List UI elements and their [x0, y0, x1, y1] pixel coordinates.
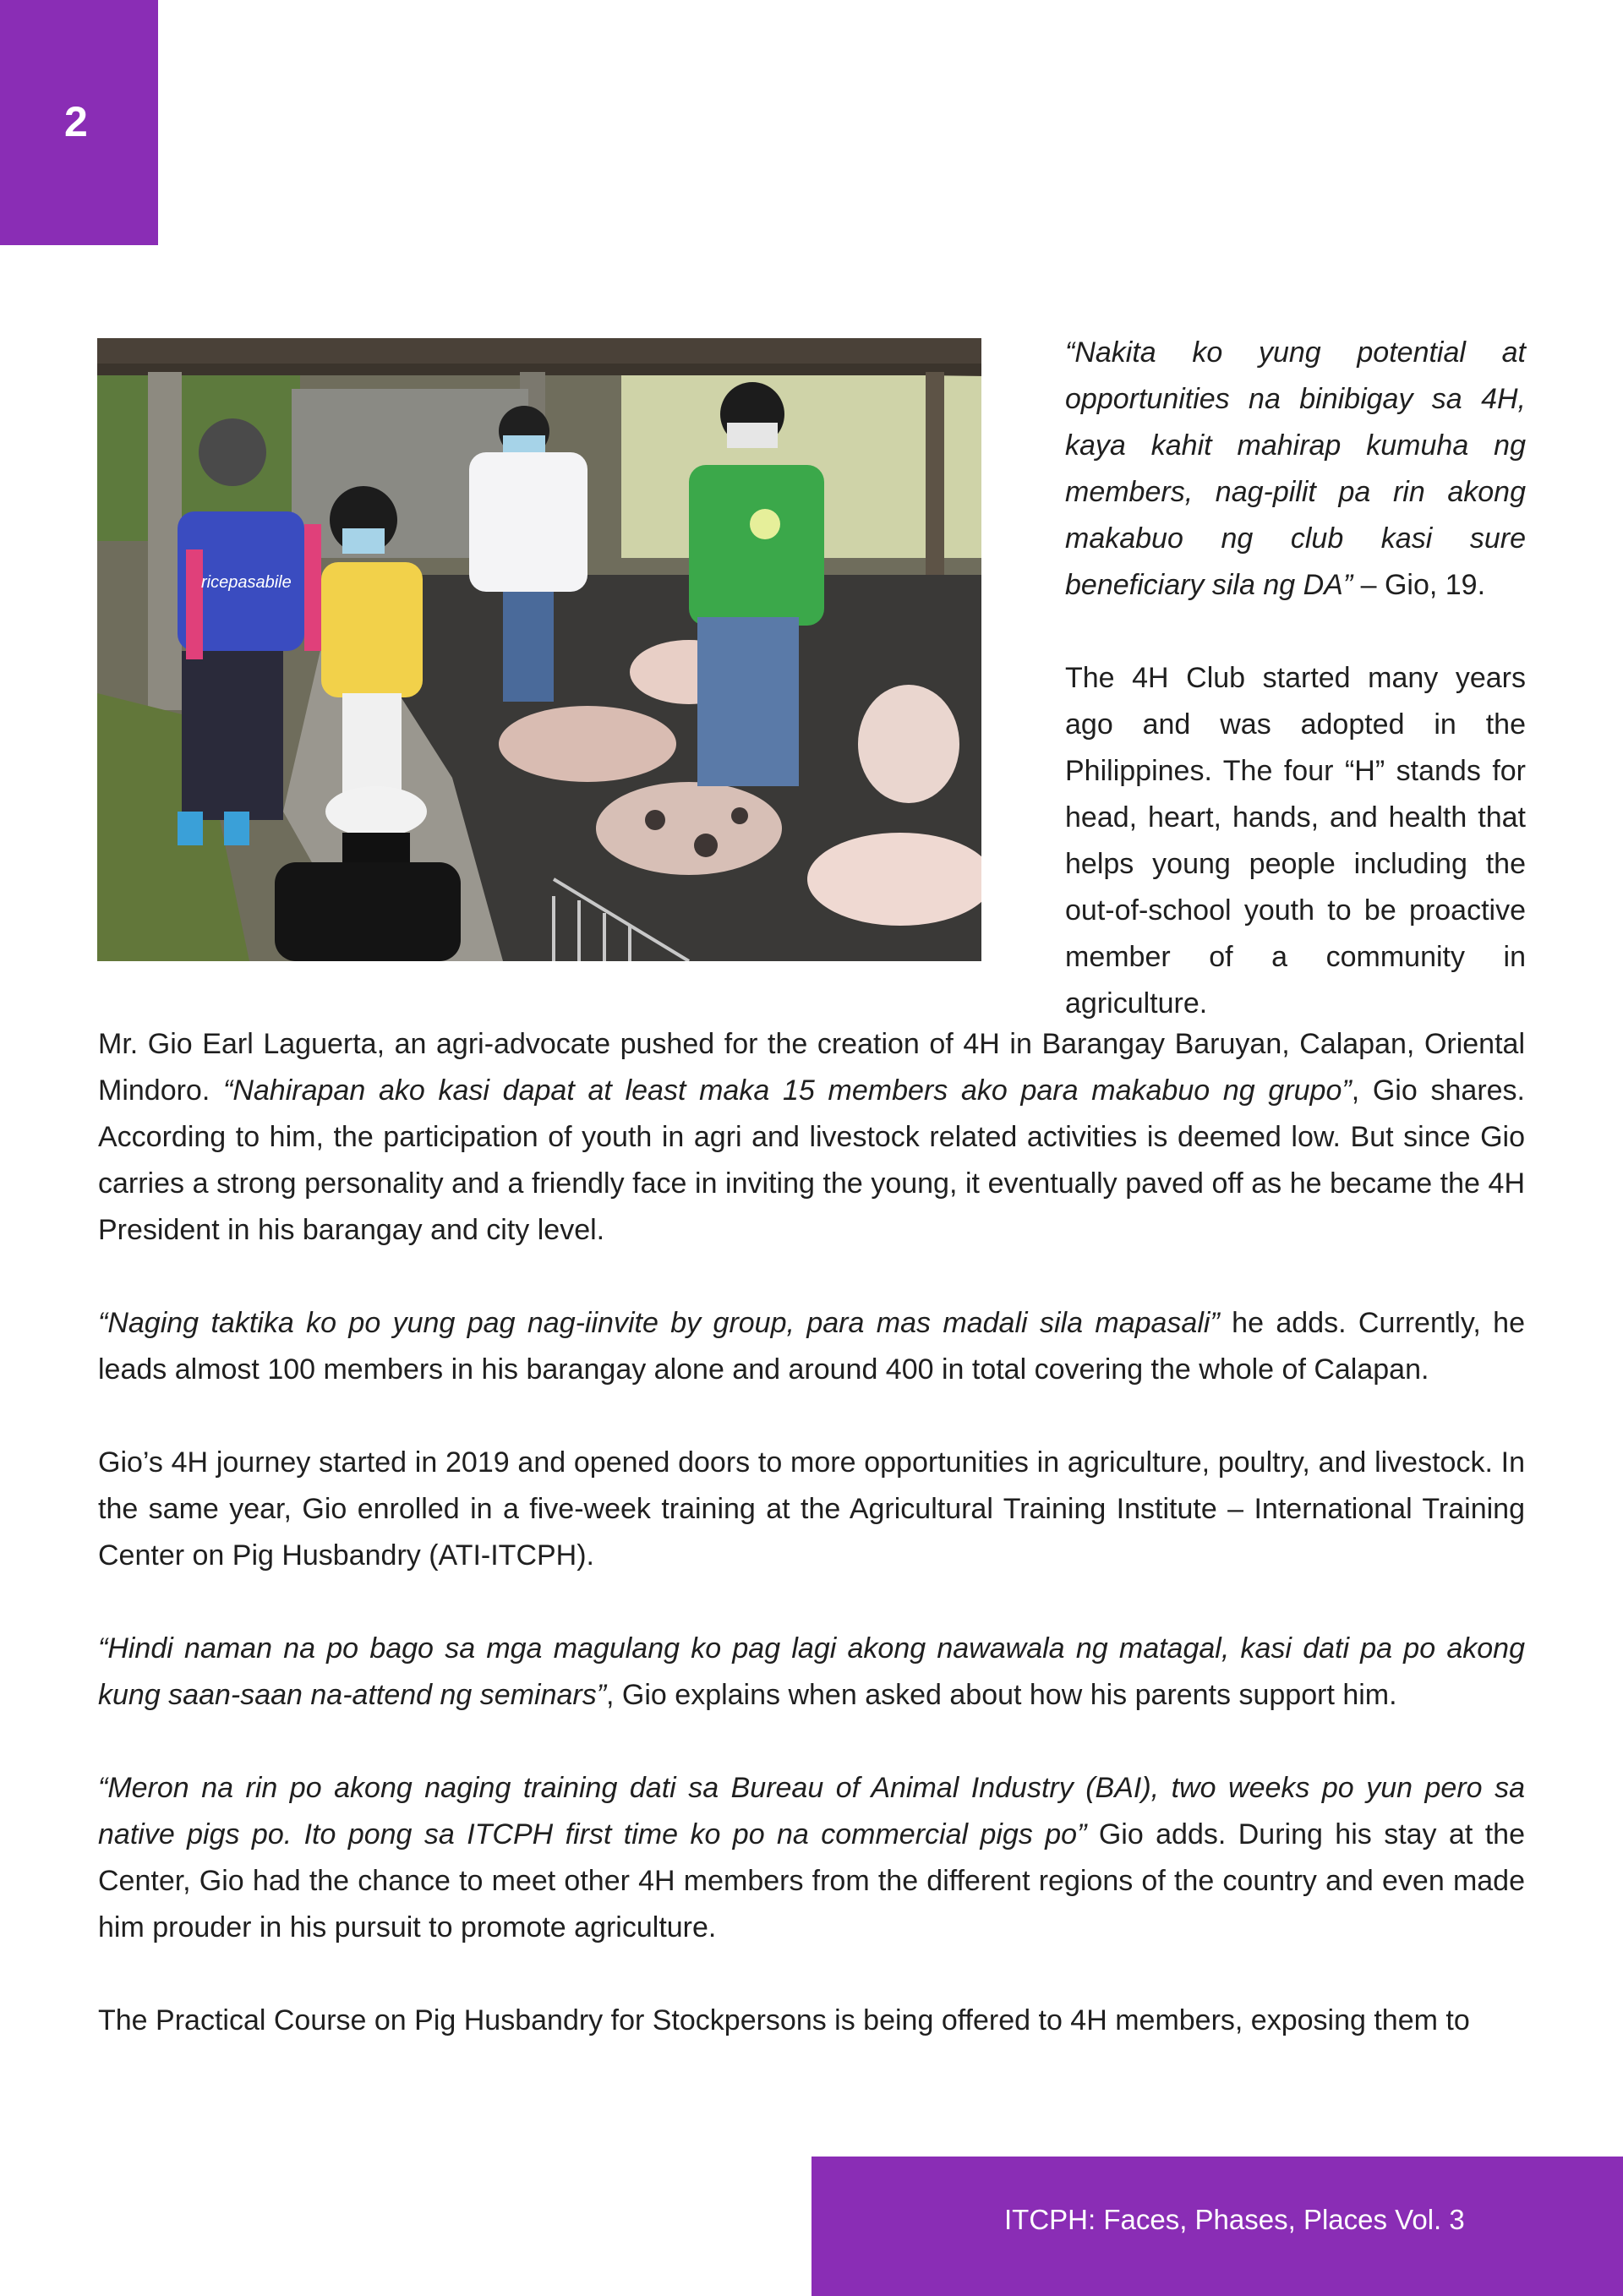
body-paragraph-5	[98, 1765, 1525, 1951]
body-text-span: Gio adds. During his stay at the Center, Gio had the chance to meet other 4H members from the different regions of the country and even made him prouder in his pursuit to promote agriculture.	[98, 1818, 1525, 1943]
body-text-span: he adds. Currently, he leads almost 100 members in his barangay alone and around 400 in total covering the whole of Calapan.	[98, 1307, 1525, 1386]
page-number-tab	[0, 0, 158, 245]
shirt-text: ricepasabile	[201, 573, 292, 592]
body-paragraph-4	[98, 1626, 1525, 1719]
body-quote: “Meron na rin po akong naging training dati sa Bureau of Animal Industry (BAI), two weeks po yun pero sa native pigs po. Ito pong sa ITCPH first time ko po na commercial pigs po”	[98, 1772, 1525, 1850]
body-paragraph-1	[98, 1021, 1525, 1254]
footer-bar	[812, 2157, 1623, 2296]
body-text-span: Mr. Gio Earl Laguerta, an agri-advocate pushed for the creation of 4H in Barangay Baruyan, Calapan, Oriental Mindoro.	[98, 1028, 1525, 1107]
body-paragraph-3: Gio’s 4H journey started in 2019 and opened doors to more opportunities in agriculture, poultry, and livestock. In the same year, Gio enrolled in a five-week training at the Agricultural Training Institute – International Training Center on Pig Husbandry (ATI-ITCPH).	[98, 1446, 1525, 1572]
body-quote: “Hindi naman na po bago sa mga magulang ko pag lagi akong nawawala ng matagal, kasi dati pa po akong kung saan-saan na-attend ng seminars”	[98, 1632, 1525, 1711]
article-body	[98, 1021, 1525, 2091]
side-quote: “Nakita ko yung potential at opportunities na binibigay sa 4H, kaya kahit mahirap kumuha ng members, nag-pilit pa rin akong makabuo ng club kasi sure beneficiary sila ng DA”	[1065, 336, 1526, 601]
body-quote: “Naging taktika ko po yung pag nag-iinvite by group, para mas madali sila mapasali”	[98, 1307, 1220, 1339]
page-number: 2	[64, 98, 88, 145]
side-paragraph: The 4H Club started many years ago and was adopted in the Philippines. The four “H” stands for head, heart, hands, and health that helps young people including the out-of-school youth to be proactive member of a community in agriculture.	[1065, 662, 1526, 1020]
body-text-span: , Gio explains when asked about how his parents support him.	[606, 1679, 1397, 1711]
side-quote-attribution: – Gio, 19.	[1352, 569, 1486, 601]
body-paragraph-6: The Practical Course on Pig Husbandry for Stockpersons is being offered to 4H members, exposing them to	[98, 2004, 1470, 2036]
body-quote: “Nahirapan ako kasi dapat at least maka 15 members ako para makabuo ng grupo”	[223, 1074, 1352, 1107]
photo-illustration	[97, 338, 981, 961]
body-text-span: , Gio shares. According to him, the participation of youth in agri and livestock related activities is deemed low. But since Gio carries a strong personality and a friendly face in inviting the young, it eventually paved off as he became the 4H President in his barangay and city level.	[98, 1074, 1525, 1246]
article-photo	[97, 338, 981, 961]
side-column	[1065, 330, 1526, 1027]
side-quote-paragraph	[1065, 330, 1526, 609]
body-paragraph-2	[98, 1300, 1525, 1393]
footer-publication-title: ITCPH: Faces, Phases, Places Vol. 3	[1004, 2204, 1465, 2235]
